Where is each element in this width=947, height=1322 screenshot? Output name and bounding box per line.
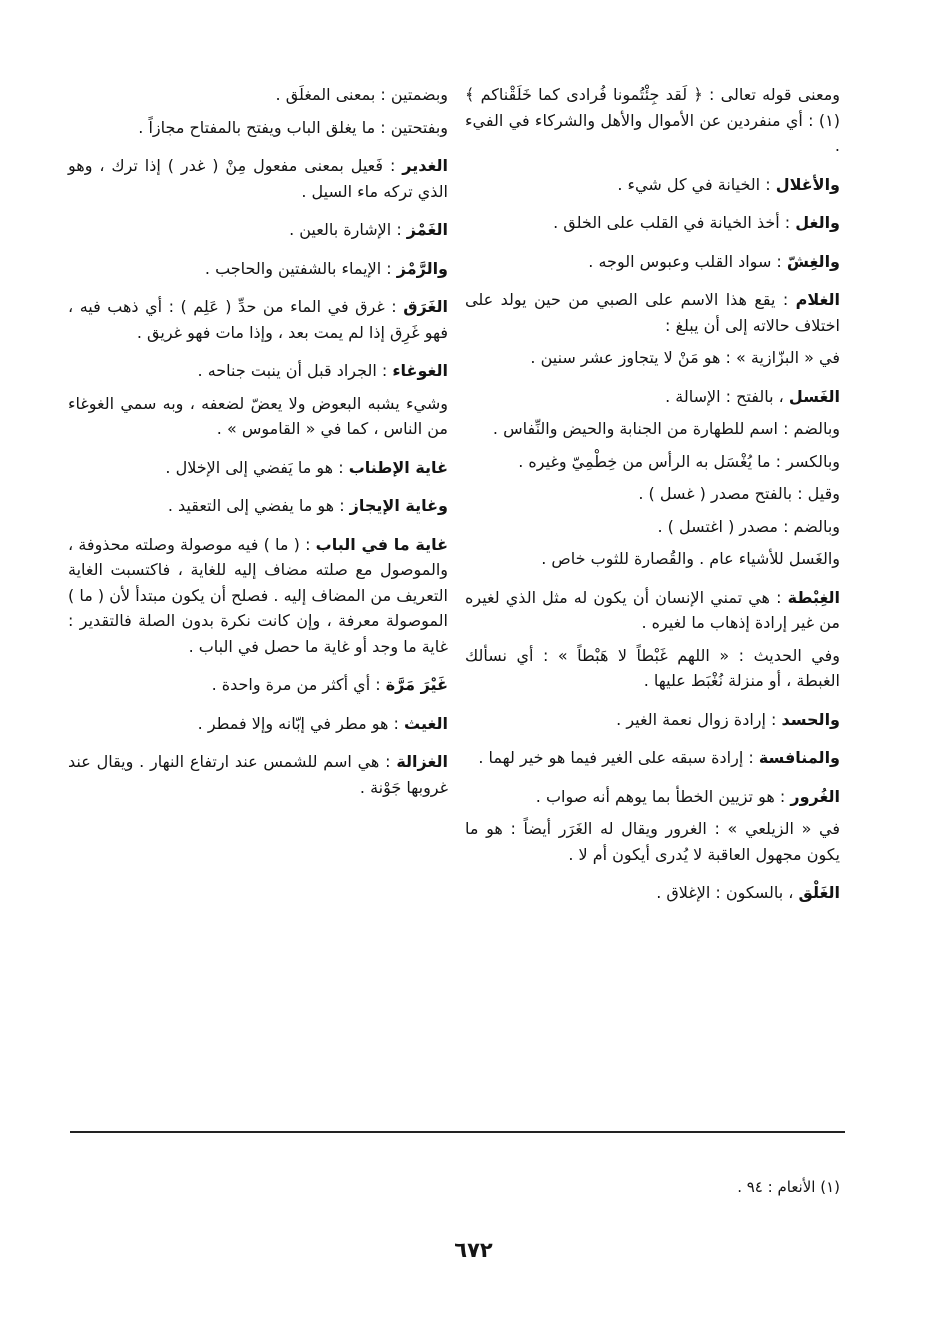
entry-definition: في « البزّازية » : هو مَنْ لا يتجاوز عشر سنين . — [530, 348, 840, 367]
entry-term: والأغلال — [775, 174, 840, 194]
entry-definition: : إرادة زوال نعمة الغير . — [616, 709, 782, 729]
entry-definition: والغَسل للأشياء عام . والقُصارة للثوب خاص . — [541, 549, 840, 568]
dictionary-entry — [465, 172, 840, 198]
entry-definition: : هو ما يفضي إلى التعقيد . — [167, 496, 350, 515]
entry-term: غَيْرَ مَرَّة — [385, 675, 448, 694]
entry-definition: : الجراد قبل أن ينبت جناحه . — [197, 361, 393, 380]
entry-definition: ، بالفتح : الإسالة . — [665, 386, 789, 406]
dictionary-entry — [465, 784, 840, 810]
entry-definition: في « الزيلعي » : الغرور ويقال له الغَرَر أيضاً : هو ما يكون مجهول العاقبة لا يُدرى أيكون أم لا . — [465, 819, 840, 864]
entry-term: غاية الإطناب — [348, 457, 448, 477]
entry-term: الغُرور — [790, 786, 840, 806]
dictionary-entry — [465, 416, 840, 442]
entry-definition: : هو مطر في إبّانه وإلا فمطر . — [197, 713, 404, 733]
entry-definition: : يقع هذا الاسم على الصبي من حين يولد على اختلاف حالاته إلى أن يبلغ : — [465, 290, 840, 335]
footnote-divider — [70, 1131, 845, 1133]
entry-definition: وبالضم : مصدر ( اغتسل ) . — [657, 516, 840, 536]
entry-definition: وفي الحديث : « اللهم غَبْطاً لا هَبْطاً » : أي نسألك الغبطة ، أو منزلة نُغْبَط عليها . — [465, 645, 840, 690]
dictionary-entry — [465, 745, 840, 771]
dictionary-entry — [68, 217, 448, 243]
dictionary-entry — [465, 514, 840, 540]
entry-definition: : هي اسم للشمس عند ارتفاع النهار . ويقال عند غروبها جَوْنة . — [68, 752, 448, 797]
entry-definition: : فَعيل بمعنى مفعول مِنْ ( غدر ) إذا ترك ، وهو الذي تركه ماء السيل . — [68, 156, 448, 201]
dictionary-entry — [68, 115, 448, 141]
dictionary-entry — [68, 532, 448, 660]
dictionary-entry — [465, 643, 840, 694]
dictionary-entry — [465, 880, 840, 906]
entry-definition: وبالضم : اسم للطهارة من الجنابة والحيض والنِّفاس . — [492, 419, 840, 438]
dictionary-entry — [68, 153, 448, 204]
entry-definition: : ( ما ) فيه موصولة وصلته محذوفة ، والموصول مع صلته مضاف إليه للغاية ، فاكتسبت الغاية التعريف من المضاف إليه . فصلح أن يكون مبتدأ لأن ( ما ) الموصولة معرفة ، وإن كانت نكرة بدون الصلة فالتقدير : غاية ما وجد أو غاية ما حصل في الباب . — [68, 534, 448, 656]
dictionary-entry — [68, 294, 448, 345]
entry-definition: وشيء يشبه البعوض ولا يعضّ لضعفه ، وبه سمي الغوغاء من الناس ، كما في « القاموس » . — [68, 393, 448, 438]
dictionary-entry — [68, 493, 448, 519]
entry-term: الغَمْز — [406, 220, 448, 239]
entry-term: الغيث — [404, 713, 448, 733]
dictionary-entry — [465, 449, 840, 475]
dictionary-entry — [465, 287, 840, 338]
dictionary-entry — [465, 82, 840, 159]
entry-definition: : الإيماء بالشفتين والحاجب . — [204, 258, 397, 278]
entry-definition: وبالكسر : ما يُغْسَل به الرأس من خِطْمِيّ وغيره . — [518, 451, 840, 471]
entry-term: والغِشّ — [786, 251, 840, 271]
entry-term: الغلام — [795, 290, 840, 309]
entry-definition: : غرق في الماء من حدِّ ( عَلِم ) : أي ذهب فيه ، فهو غَرِق إذا لم يمت بعد ، وإذا مات فهو غريق . — [68, 297, 448, 342]
dictionary-entry — [68, 82, 448, 108]
entry-term: الغدير — [402, 156, 448, 175]
entry-definition: وقيل : بالفتح مصدر ( غسل ) . — [638, 484, 840, 503]
dictionary-entry — [465, 546, 840, 572]
entry-definition: : سواد القلب وعبوس الوجه . — [588, 251, 787, 271]
left-column — [68, 82, 448, 807]
dictionary-entry — [465, 585, 840, 636]
dictionary-entry — [68, 455, 448, 481]
entry-term: والرَّمْز — [396, 258, 448, 278]
entry-definition: : الإشارة بالعين . — [289, 220, 407, 239]
dictionary-entry — [465, 384, 840, 410]
dictionary-entry — [68, 711, 448, 737]
entry-definition: : إرادة سبقه على الغير فيما هو خير لهما . — [478, 748, 759, 767]
right-column — [465, 82, 840, 913]
entry-term: والحسد — [781, 709, 840, 729]
dictionary-entry — [68, 672, 448, 698]
dictionary-entry — [465, 249, 840, 275]
dictionary-entry — [465, 481, 840, 507]
entry-definition: : أي أكثر من مرة واحدة . — [211, 675, 386, 694]
entry-definition: : الخيانة في كل شيء . — [617, 174, 776, 194]
entry-definition: وبضمتين : بمعنى المغلَق . — [275, 85, 448, 104]
dictionary-entry — [68, 749, 448, 800]
entry-term: الغِبْطة — [787, 587, 840, 607]
page-number: ٦٧٢ — [454, 1238, 493, 1262]
dictionary-entry — [465, 707, 840, 733]
dictionary-entry — [68, 391, 448, 442]
entry-term: الغَرَق — [403, 297, 448, 316]
entry-term: والغل — [795, 213, 840, 232]
entry-definition: ومعنى قوله تعالى : ﴿ لَقد جِئْتُمونا فُرادى كما خَلَقْناكم ﴾(١) : أي منفردين عن الأموال والأهل والشركاء في الفيء . — [465, 85, 840, 155]
entry-definition: : هو تزيين الخطأ بما يوهم أنه صواب . — [535, 786, 791, 806]
entry-definition: : هو ما يَفضي إلى الإخلال . — [165, 457, 349, 477]
dictionary-entry — [465, 345, 840, 371]
entry-definition: وبفتحتين : ما يغلق الباب ويفتح بالمفتاح مجازاً . — [138, 117, 448, 137]
dictionary-entry — [68, 256, 448, 282]
entry-term: غاية ما في الباب — [315, 534, 449, 554]
dictionary-entry — [465, 210, 840, 236]
entry-definition: : أخذ الخيانة في القلب على الخلق . — [553, 213, 796, 232]
entry-definition: : هي تمني الإنسان أن يكون له مثل الذي لغيره من غير إرادة إذهاب ما لغيره . — [465, 587, 840, 632]
entry-term: الغوغاء — [392, 361, 448, 380]
dictionary-entry — [68, 358, 448, 384]
entry-term: وغاية الإيجاز — [349, 496, 448, 515]
entry-term: والمنافسة — [758, 748, 840, 767]
entry-term: الغَسل — [788, 386, 840, 406]
entry-definition: ، بالسكون : الإغلاق . — [656, 883, 799, 902]
footnote: (١) الأنعام : ٩٤ . — [737, 1178, 840, 1196]
dictionary-entry — [465, 816, 840, 867]
entry-term: الغزالة — [396, 752, 448, 771]
entry-term: الغَلْق — [798, 883, 840, 902]
